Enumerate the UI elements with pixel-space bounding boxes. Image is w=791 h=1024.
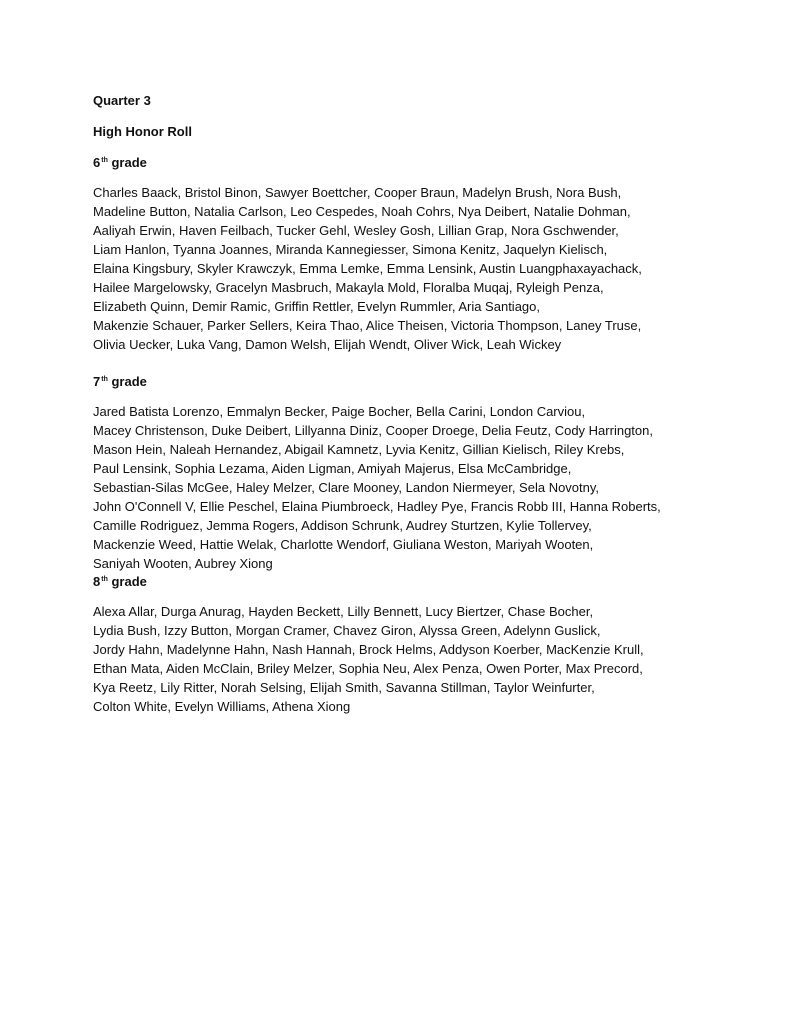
name-line: Olivia Uecker, Luka Vang, Damon Welsh, Elijah Wendt, Oliver Wick, Leah Wickey: [93, 337, 562, 352]
name-line: Saniyah Wooten, Aubrey Xiong: [93, 556, 273, 571]
grade-8-suffix: th: [101, 575, 108, 583]
grade-8-word: grade: [111, 574, 147, 589]
grade-7-word: grade: [111, 374, 147, 389]
grade-8-heading: [93, 573, 733, 591]
grade-7-names: [93, 402, 733, 573]
name-line: Alexa Allar, Durga Anurag, Hayden Beckett, Lilly Bennett, Lucy Biertzer, Chase Bocher,: [93, 604, 594, 619]
grade-8-names: [93, 602, 733, 716]
name-line: Lydia Bush, Izzy Button, Morgan Cramer, Chavez Giron, Alyssa Green, Adelynn Guslick,: [93, 623, 601, 638]
name-line: Ethan Mata, Aiden McClain, Briley Melzer, Sophia Neu, Alex Penza, Owen Porter, Max Precord,: [93, 661, 643, 676]
name-line: Macey Christenson, Duke Deibert, Lillyanna Diniz, Cooper Droege, Delia Feutz, Cody Harrington,: [93, 423, 653, 438]
name-line: Mackenzie Weed, Hattie Welak, Charlotte Wendorf, Giuliana Weston, Mariyah Wooten,: [93, 537, 594, 552]
name-line: Hailee Margelowsky, Gracelyn Masbruch, Makayla Mold, Floralba Muqaj, Ryleigh Penza,: [93, 280, 604, 295]
grade-6-names: [93, 183, 733, 354]
name-line: Paul Lensink, Sophia Lezama, Aiden Ligman, Amiyah Majerus, Elsa McCambridge,: [93, 461, 572, 476]
name-line: Aaliyah Erwin, Haven Feilbach, Tucker Gehl, Wesley Gosh, Lillian Grap, Nora Gschwender,: [93, 223, 619, 238]
name-line: Makenzie Schauer, Parker Sellers, Keira Thao, Alice Theisen, Victoria Thompson, Laney Truse,: [93, 318, 642, 333]
name-line: Jared Batista Lorenzo, Emmalyn Becker, Paige Bocher, Bella Carini, London Carviou,: [93, 404, 586, 419]
name-line: Kya Reetz, Lily Ritter, Norah Selsing, Elijah Smith, Savanna Stillman, Taylor Weinfurter,: [93, 680, 595, 695]
name-line: Jordy Hahn, Madelynne Hahn, Nash Hannah, Brock Helms, Addyson Koerber, MacKenzie Krull,: [93, 642, 644, 657]
grade-6-number: 6: [93, 155, 101, 170]
quarter-title: Quarter 3: [93, 93, 151, 108]
name-line: Liam Hanlon, Tyanna Joannes, Miranda Kannegiesser, Simona Kenitz, Jaquelyn Kielisch,: [93, 242, 608, 257]
grade-8-number: 8: [93, 574, 101, 589]
document-page: [93, 92, 733, 716]
grade-6-heading: [93, 154, 733, 172]
name-line: Madeline Button, Natalia Carlson, Leo Cespedes, Noah Cohrs, Nya Deibert, Natalie Dohman,: [93, 204, 631, 219]
grade-7-suffix: th: [101, 375, 108, 383]
name-line: John O'Connell V, Ellie Peschel, Elaina Piumbroeck, Hadley Pye, Francis Robb III, Hanna Roberts,: [93, 499, 661, 514]
grade-6-word: grade: [111, 155, 147, 170]
name-line: Elaina Kingsbury, Skyler Krawczyk, Emma Lemke, Emma Lensink, Austin Luangphaxayachack,: [93, 261, 642, 276]
name-line: Colton White, Evelyn Williams, Athena Xiong: [93, 699, 351, 714]
grade-6-suffix: th: [101, 156, 108, 164]
name-line: Elizabeth Quinn, Demir Ramic, Griffin Rettler, Evelyn Rummler, Aria Santiago,: [93, 299, 540, 314]
name-line: Camille Rodriguez, Jemma Rogers, Addison Schrunk, Audrey Sturtzen, Kylie Tollervey,: [93, 518, 592, 533]
grade-7-number: 7: [93, 374, 101, 389]
name-line: Sebastian-Silas McGee, Haley Melzer, Clare Mooney, Landon Niermeyer, Sela Novotny,: [93, 480, 600, 495]
honor-roll-title: High Honor Roll: [93, 124, 192, 139]
grade-7-heading: [93, 373, 733, 391]
name-line: Charles Baack, Bristol Binon, Sawyer Boettcher, Cooper Braun, Madelyn Brush, Nora Bush,: [93, 185, 622, 200]
name-line: Mason Hein, Naleah Hernandez, Abigail Kamnetz, Lyvia Kenitz, Gillian Kielisch, Riley Krebs,: [93, 442, 625, 457]
